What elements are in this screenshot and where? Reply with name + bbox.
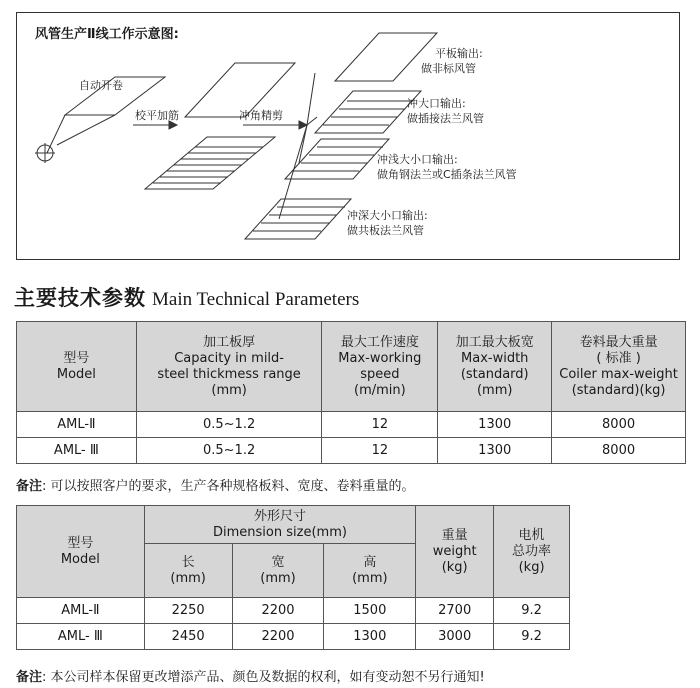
note-2-text: : 本公司样本保留更改增添产品、颜色及数据的权利，如有变动恕不另行通知! (42, 670, 485, 685)
section-title-en: Main Technical Parameters (152, 289, 360, 310)
header-speed: 最大工作速度 Max-working speed (m/min) (322, 322, 438, 412)
dimension-table (16, 505, 570, 650)
header-power: 电机 总功率 (kg) (494, 506, 570, 598)
technical-params-table (16, 321, 686, 464)
table-row: AML-Ⅱ 0.5~1.2 12 1300 8000 (17, 412, 686, 438)
header-thickness: 加工板厚 Capacity in mild- steel thickmess range (mm) (136, 322, 322, 412)
note-2 (16, 666, 485, 685)
process-diagram (16, 12, 680, 260)
table-row: AML- Ⅲ 2450 2200 1300 3000 9.2 (17, 624, 570, 650)
header-dimension: 外形尺寸 Dimension size(mm) (144, 506, 416, 544)
header-coil-weight: 卷料最大重量 ( 标准 ) Coiler max-weight (standard)(kg) (552, 322, 686, 412)
ribbed-plate-lines (153, 147, 263, 183)
output-3-line2: 做角钢法兰或C插条法兰风管 (377, 168, 517, 181)
output-1-line1: 平板输出: (435, 47, 483, 60)
section-title-zh: 主要技术参数 (14, 286, 146, 310)
output-2-line1: 冲大口输出: (407, 97, 466, 110)
header-model: 型号 Model (17, 506, 145, 598)
output-4-line2: 做共板法兰风管 (347, 224, 424, 237)
ribbed-plate (145, 137, 275, 189)
uncoil-strip (47, 115, 65, 153)
section-title (14, 282, 359, 312)
output-big-notch (315, 91, 421, 133)
note-1-label: 备注 (16, 479, 43, 494)
output-4-line1: 冲深大小口输出: (347, 209, 428, 222)
step-cut-label: 冲角精剪 (239, 109, 283, 122)
output-3-line1: 冲浅大小口输出: (377, 153, 458, 166)
table-header-row (17, 506, 570, 544)
header-width: 加工最大板宽 Max-width (standard) (mm) (438, 322, 552, 412)
output-1-line2: 做非标风管 (421, 62, 476, 75)
header-length: 长 (mm) (144, 544, 232, 598)
table-header-row (17, 322, 686, 412)
table-row: AML-Ⅱ 2250 2200 1500 2700 9.2 (17, 598, 570, 624)
output-deep-notch (245, 199, 351, 239)
diagram-title: 风管生产Ⅱ线工作示意图: (35, 27, 179, 42)
table-row: AML- Ⅲ 0.5~1.2 12 1300 8000 (17, 438, 686, 464)
step-level-label: 校平加筋 (135, 109, 179, 122)
header-model: 型号 Model (17, 322, 137, 412)
note-1 (16, 475, 415, 494)
note-1-text: : 可以按照客户的要求，生产各种规格板料、宽度、卷料重量的。 (42, 479, 415, 494)
note-2-label: 备注 (16, 670, 43, 685)
header-height: 高 (mm) (324, 544, 416, 598)
step-uncoil-label: 自动开卷 (79, 79, 123, 92)
output-2-line2: 做插接法兰风管 (407, 112, 484, 125)
header-weight: 重量 weight (kg) (416, 506, 494, 598)
header-width: 宽 (mm) (232, 544, 324, 598)
